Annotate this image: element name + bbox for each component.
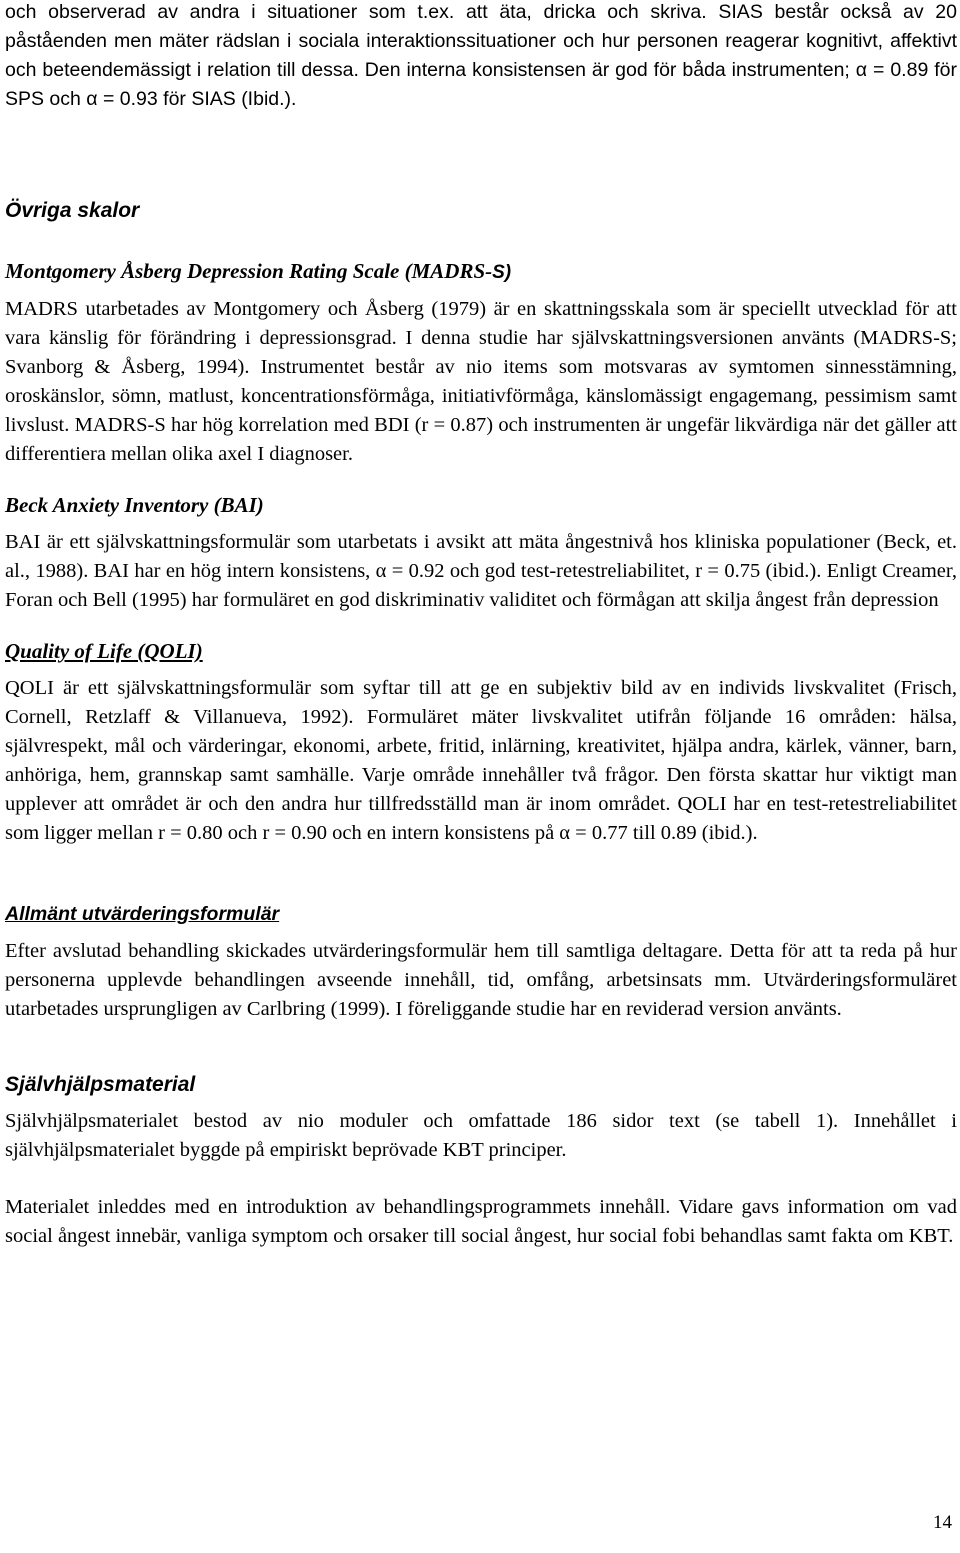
utvardering-paragraph: Efter avslutad behandling skickades utvärderingsformulär hem till samtliga deltagare. Detta för att ta reda på hur personerna upplevde behandlingen avseende innehåll, tid, omfång, arbetsinsats mm. Utvärderingsformuläret utarbetades ursprungligen av Carlbring (1999). I föreliggande studie har en reviderad version använts. [5, 940, 957, 1020]
madrs-paragraph: MADRS utarbetades av Montgomery och Åsberg (1979) är en skattningsskala som är speciellt utvecklad för att vara känslig för förändring i depressionsgrad. I denna studie har självskattningsversionen använts (MADRS-S; Svanborg & Åsberg, 1994). Instrumentet består av nio items som motsvaras av symtomen sinnesstämning, oroskänslor, sömn, matlust, koncentrationsförmåga, initiativförmåga, känslomässigt engagemang, pessimism samt livslust. MADRS-S har hög korrelation med BDI (r = 0.87) och instrumenten är ungefär likvärdiga när det gäller att differentiera mellan olika axel I diagnoser. [5, 298, 957, 465]
section-heading-ovriga-skalor: Övriga skalor [5, 199, 140, 222]
page-number: 14 [933, 1512, 952, 1533]
subheading-utvarderingsformular: Allmänt utvärderingsformulär [5, 903, 280, 925]
sjalvhjalp-paragraph-2: Materialet inleddes med en introduktion av behandlingsprogrammets innehåll. Vidare gavs information om vad social ångest innebär, vanliga symptom och orsaker till social ångest, hur social fobi behandlas samt fakta om KBT. [5, 1196, 957, 1247]
bai-paragraph: BAI är ett självskattningsformulär som utarbetats i avsikt att mäta ångestnivå hos kliniska populationer (Beck, et. al., 1988). BAI har en hög intern konsistens, α = 0.92 och god test-retestreliabilitet, r = 0.75 (ibid.). Enligt Creamer, Foran och Bell (1995) har formuläret en god diskriminativ validitet och förmågan att skilja ångest från depression [5, 531, 957, 611]
subheading-qoli: Quality of Life (QOLI) [5, 639, 203, 663]
document-page [5, 0, 957, 1251]
section-heading-sjalvhjalpsmaterial: Självhjälpsmaterial [5, 1073, 196, 1096]
subheading-bai: Beck Anxiety Inventory (BAI) [5, 493, 264, 517]
qoli-paragraph: QOLI är ett självskattningsformulär som syftar till att ge en subjektiv bild av en individs livskvalitet (Frisch, Cornell, Retzlaff & Villanueva, 1992). Formuläret mäter livskvalitet utifrån följande 16 områden: hälsa, självrespekt, mål och värderingar, ekonomi, arbete, fritid, inlärning, kreativitet, hjälpa andra, kärlek, vänner, barn, anhöriga, hem, grannskap samt samhälle. Varje område innehåller två frågor. Den första skattar hur viktigt man upplever att området är och den andra hur tillfredsställd man är inom området. QOLI har en test-retestreliabilitet som ligger mellan r = 0.80 och r = 0.90 och en intern konsistens på α = 0.77 till 0.89 (ibid.). [5, 677, 957, 844]
subheading-madrs-main: Montgomery Åsberg Depression Rating Scale (MADRS- [5, 259, 493, 283]
subheading-madrs-suffix: S) [492, 262, 512, 283]
subheading-madrs [5, 257, 957, 287]
intro-paragraph: och observerad av andra i situationer som t.ex. att äta, dricka och skriva. SIAS består också av 20 påståenden men mäter rädslan i sociala interaktionssituationer och hur personen reagerar kognitivt, affektivt och beteendemässigt i relation till dessa. Den interna konsistensen är god för båda instrumenten; α = 0.89 för SPS och α = 0.93 för SIAS (Ibid.). [5, 1, 957, 110]
sjalvhjalp-paragraph-1: Självhjälpsmaterialet bestod av nio moduler och omfattade 186 sidor text (se tabell 1). Innehållet i självhjälpsmaterialet byggde på empiriskt beprövade KBT principer. [5, 1110, 957, 1161]
